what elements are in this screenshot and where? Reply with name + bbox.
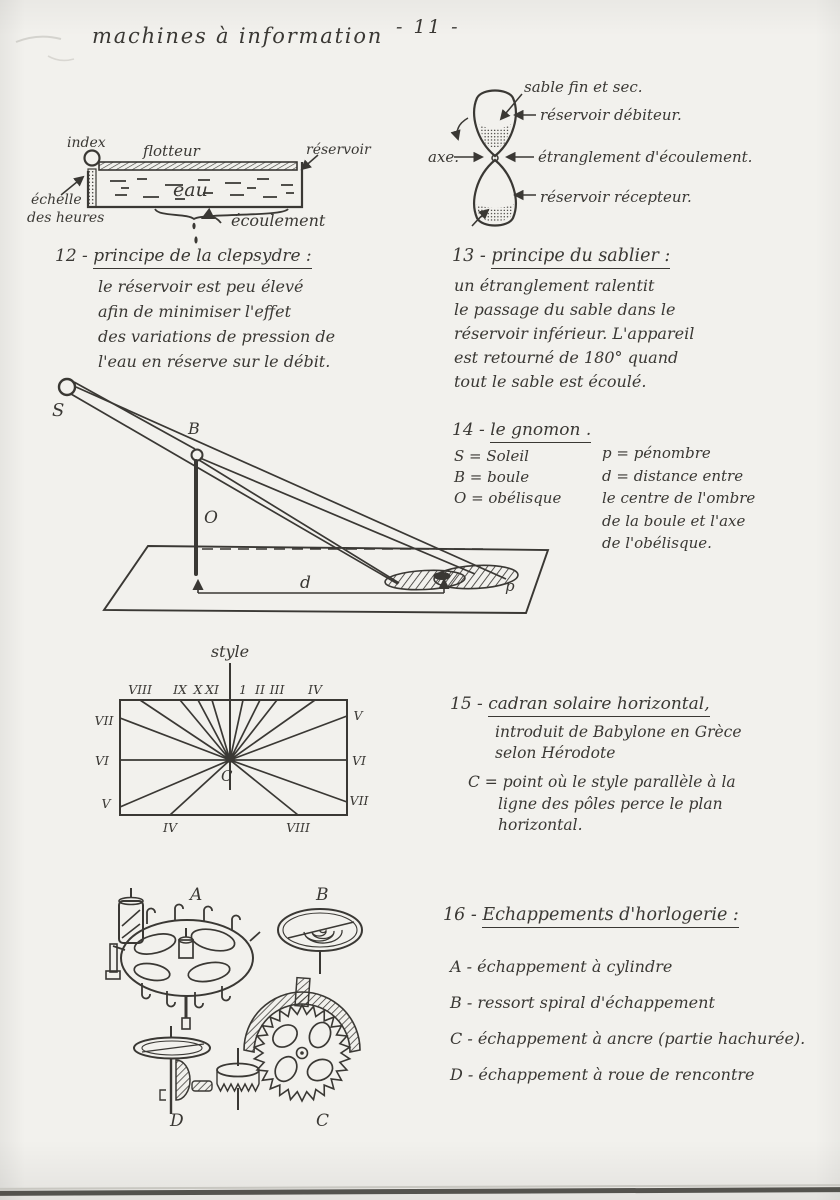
text-line: réservoir inférieur. L'appareil [454, 324, 695, 343]
numeral: VI [352, 753, 366, 768]
sundial-diagram [82, 635, 394, 857]
legend-line: de l'obélisque. [602, 534, 712, 552]
section-15 [450, 694, 835, 837]
label-reservoir: réservoir [306, 142, 371, 158]
section-14 [452, 420, 832, 552]
section-number: 16 - [443, 905, 477, 925]
label-index: index [67, 135, 106, 151]
list-item: B - ressort spiral d'échappement [450, 993, 715, 1012]
text-line: est retourné de 180° quand [454, 348, 679, 367]
label-axe: axe. [428, 148, 460, 166]
text-line: introduit de Babylone en Grèce [495, 723, 742, 741]
label-d: D [170, 1111, 184, 1131]
numeral: XI [205, 682, 219, 697]
text-line: un étranglement ralentit [454, 276, 655, 295]
flow-arrow [203, 216, 221, 223]
legend-line: p = pénombre [602, 444, 711, 462]
page-title: machines à information [92, 24, 384, 48]
numeral: VIII [286, 820, 310, 835]
text-line: des variations de pression de [98, 327, 336, 346]
label-a: A [190, 885, 203, 905]
label-ecoulement: écoulement [231, 211, 326, 230]
label-d: d [300, 573, 311, 593]
water-drop [192, 223, 195, 229]
section-number: 12 - [55, 246, 88, 266]
section-12 [55, 246, 395, 374]
spiral-spring-B [278, 909, 362, 974]
text-line: le réservoir est peu élevé [98, 277, 304, 296]
section-16 [443, 905, 838, 1093]
label-c: C [221, 767, 233, 785]
numeral: VII [94, 713, 114, 728]
legend-line: le centre de l'ombre [602, 489, 756, 507]
float-bar [99, 162, 297, 170]
section-number: 15 - [450, 694, 483, 714]
rotate-arrow-top [457, 118, 468, 139]
list-item: C - échappement à ancre (partie hachurée). [450, 1029, 806, 1048]
text-line: afin de minimiser l'effet [98, 302, 292, 321]
hourglass-body [454, 91, 536, 227]
list-item: D - échappement à roue de rencontre [450, 1065, 755, 1084]
gnomon-legend-right [602, 442, 822, 555]
label-o: O [204, 508, 218, 528]
numeral: IV [163, 820, 177, 835]
verge-escapement-D [134, 1026, 259, 1114]
cylinder-escapement-A [106, 888, 260, 1029]
text-line: ligne des pôles perce le plan [498, 794, 723, 813]
text-line: horizontal. [498, 816, 583, 834]
label-echelle: échelle [31, 192, 82, 208]
label-des-heures: des heures [27, 210, 105, 226]
numeral: VI [95, 753, 109, 768]
section-number: 14 - [452, 420, 485, 440]
list-item: A - échappement à cylindre [450, 957, 673, 976]
numeral: 1 [239, 682, 247, 697]
boule [192, 450, 203, 461]
section-title: Echappements d'horlogerie : [482, 905, 739, 928]
legend-line: S = Soleil [454, 447, 529, 465]
section-title: le gnomon . [490, 420, 591, 443]
section-title: principe de la clepsydre : [93, 246, 311, 269]
legend-line: de la boule et l'axe [602, 511, 746, 530]
hour-scale [88, 169, 96, 207]
sun-rays [71, 382, 506, 584]
clepsydra-diagram [25, 125, 385, 257]
label-b: B [188, 419, 200, 438]
section-number: 13 - [452, 246, 486, 266]
legend-line: B = boule [454, 468, 530, 486]
legend-line: d = distance entre [602, 466, 744, 485]
sand-lower [476, 204, 514, 222]
page-number: - 11 - [396, 16, 461, 38]
section-title: cadran solaire horizontal, [488, 694, 709, 717]
text-line: tout le sable est écoulé. [454, 372, 647, 391]
numeral: IX [173, 682, 187, 697]
text-line: selon Hérodote [495, 744, 616, 762]
label-sable: sable fin et sec. [524, 78, 643, 96]
hourglass-diagram [420, 78, 832, 230]
label-style: style [210, 642, 250, 661]
numeral: IV [308, 682, 322, 697]
label-etranglement: étranglement d'écoulement. [538, 148, 753, 166]
text-line: l'eau en réserve sur le débit. [98, 352, 331, 371]
numeral: II [255, 682, 265, 697]
label-flotteur: flotteur [143, 142, 200, 160]
label-recepteur: réservoir récepteur. [540, 188, 692, 206]
section-title: principe du sablier : [491, 246, 670, 269]
index-pointer [85, 151, 100, 166]
label-p: p [505, 577, 515, 595]
numeral: VIII [128, 682, 152, 697]
escapements-diagram [92, 878, 404, 1146]
numeral: III [269, 682, 285, 697]
shadow [385, 563, 519, 591]
numeral: V [101, 796, 111, 811]
label-eau: eau [173, 179, 208, 201]
numeral: VII [349, 793, 369, 808]
label-c: C [316, 1111, 330, 1131]
text-line: le passage du sable dans le [454, 300, 676, 319]
sun [59, 379, 75, 395]
text-line: C = point où le style parallèle à la [468, 773, 736, 791]
numeral: V [353, 708, 363, 723]
numeral: X [193, 682, 203, 697]
water-drop [194, 236, 197, 243]
label-s: S [52, 400, 65, 421]
label-debiteur: réservoir débiteur. [540, 106, 682, 124]
center-point [227, 757, 233, 763]
anchor-escapement-C [244, 978, 360, 1101]
legend-line: O = obélisque [454, 489, 562, 507]
label-b: B [316, 885, 329, 905]
